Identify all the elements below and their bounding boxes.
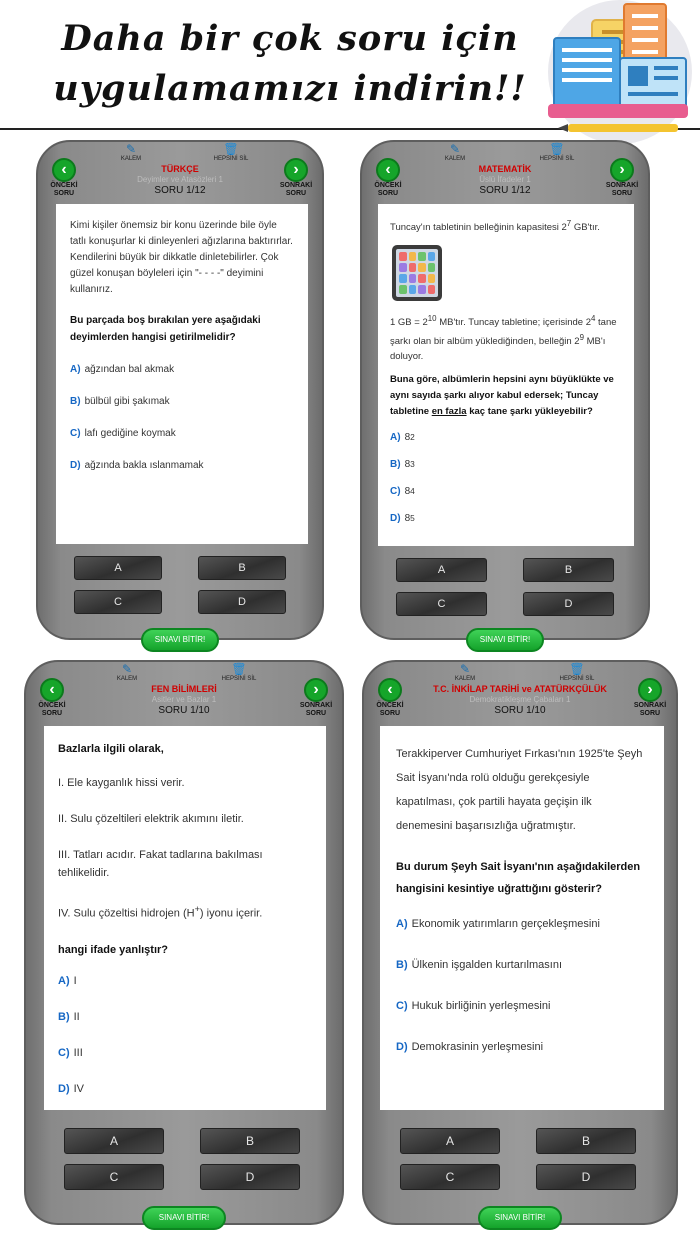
pen-tool[interactable]: [106, 142, 156, 163]
option-letter: C): [396, 1000, 408, 1012]
option-text: Ekonomik yatırımların gerçekleşmesini: [411, 918, 600, 930]
option-a[interactable]: [70, 364, 294, 396]
chevron-right-icon[interactable]: ›: [610, 158, 634, 182]
answer-d-button[interactable]: D: [523, 592, 614, 616]
chevron-right-icon[interactable]: ›: [638, 678, 662, 702]
answer-a-button[interactable]: A: [400, 1128, 500, 1154]
option-letter: B): [70, 396, 81, 407]
answer-b-button[interactable]: B: [536, 1128, 636, 1154]
option-text: IV: [73, 1082, 85, 1095]
answer-a-button[interactable]: A: [64, 1128, 164, 1154]
finish-exam-button[interactable]: SINAVI BİTİR!: [466, 628, 544, 652]
quiz-header: [364, 662, 676, 722]
option-exponent: 3: [410, 459, 415, 470]
option-letter: D): [390, 513, 401, 525]
answer-d-button[interactable]: D: [536, 1164, 636, 1190]
option-text: lafı gediğine koymak: [84, 428, 176, 439]
question-stem: hangi ifade yanlıştır?: [58, 943, 169, 956]
question-passage-1: [390, 216, 622, 235]
option-d[interactable]: [396, 1041, 648, 1082]
option-c[interactable]: [390, 486, 622, 513]
statement-3: III. Tatları acıdır. Fakat tadlarına bakılması tehlikelidir.: [58, 849, 263, 879]
option-c[interactable]: [58, 1047, 312, 1083]
chevron-left-icon[interactable]: ‹: [378, 678, 402, 702]
option-text: I: [73, 974, 77, 987]
statement-4: [58, 900, 312, 923]
answer-a-button[interactable]: A: [396, 558, 487, 582]
topic-title: Deyimler ve Atasözleri 1: [137, 175, 223, 184]
option-a[interactable]: [396, 918, 648, 959]
pen-tool[interactable]: [440, 662, 490, 683]
option-base: 8: [404, 513, 411, 525]
answer-c-button[interactable]: C: [400, 1164, 500, 1190]
answer-b-button[interactable]: B: [523, 558, 614, 582]
passage-text: GB'tır.: [571, 222, 600, 234]
clear-all-label: HEPSİNİ SİL: [213, 156, 249, 162]
option-letter: C): [70, 428, 81, 439]
question-passage-2: [390, 311, 622, 364]
trash-icon: 🗑: [223, 142, 239, 156]
question-stem: [390, 372, 622, 420]
exponent: 4: [590, 314, 596, 324]
question-passage: Terakkiperver Cumhuriyet Fırkası'nın 1925'te Şeyh Sait İsyanı'nda rolü olduğu gerekçesiyle kapatılması, çok partili hayata geçişin ilk denemesini başarısızlığa uğratmıştır.: [396, 748, 643, 832]
option-letter: B): [58, 1010, 70, 1023]
option-base: 8: [404, 486, 411, 498]
question-card: [56, 204, 308, 544]
option-letter: D): [58, 1082, 70, 1095]
option-d[interactable]: [390, 513, 622, 540]
phone-inkilap-tarihi: [362, 660, 678, 1225]
option-text: Hukuk birliğinin yerleşmesini: [411, 1000, 551, 1012]
stem-underline: en fazla: [431, 406, 467, 418]
option-a[interactable]: [58, 975, 312, 1011]
phone-turkce: [36, 140, 324, 644]
question-card: [378, 204, 634, 546]
option-text: ağzında bakla ıslanmamak: [84, 460, 204, 471]
pencil-icon: ✎: [121, 662, 133, 676]
option-c[interactable]: [70, 428, 294, 460]
option-c[interactable]: [396, 1000, 648, 1041]
stem-text: Buna göre, albümlerin hepsini aynı büyüklükte ve aynı sayıda şarkı alıyor kabul edersek; Tuncay tabletine: [390, 374, 614, 418]
option-letter: D): [396, 1041, 408, 1053]
passage-text: MB'ı doluyor.: [390, 336, 606, 363]
option-exponent: 5: [410, 513, 415, 524]
option-text: Demokrasinin yerleşmesini: [411, 1041, 544, 1053]
chevron-left-icon[interactable]: ‹: [40, 678, 64, 702]
pencil-icon: ✎: [449, 142, 461, 156]
answer-buttons: [400, 1128, 636, 1190]
chevron-right-icon[interactable]: ›: [284, 158, 308, 182]
option-letter: A): [70, 364, 81, 375]
quiz-header: [38, 142, 322, 202]
subject-title: TÜRKÇE: [161, 164, 199, 174]
finish-exam-button[interactable]: SINAVI BİTİR!: [142, 1206, 226, 1230]
previous-label: ÖNCEKİ SORU: [374, 182, 402, 197]
pen-label: KALEM: [120, 156, 142, 162]
superscript: +: [194, 904, 200, 914]
topic-title: Üslü İfadeler 1: [479, 175, 531, 184]
question-counter: SORU 1/12: [479, 185, 531, 196]
option-b[interactable]: [58, 1011, 312, 1047]
answer-a-button[interactable]: A: [74, 556, 162, 580]
answer-c-button[interactable]: C: [396, 592, 487, 616]
exponent: 7: [566, 219, 572, 228]
next-label: SONRAKİ SORU: [279, 182, 313, 197]
chevron-left-icon[interactable]: ‹: [376, 158, 400, 182]
question-passage: Kimi kişiler önemsiz bir konu üzerinde bile öyle tatlı konuşurlar ki dinleyenleri ağızlarına baktırırlar. Kendilerini büyük bir dikkatle dinletebilirler. Çok güzel konuşan böyleleri için "- - - -" deyimini kullanırız.: [70, 220, 293, 295]
previous-label: ÖNCEKİ SORU: [50, 182, 78, 197]
topic-title: Asitler ve Bazlar 1: [151, 695, 217, 704]
question-card: [44, 726, 326, 1110]
option-letter: B): [390, 459, 401, 471]
question-stem: Bu durum Şeyh Sait İsyanı'nın aşağıdakilerden hangisini kesintiye uğrattığını gösterir?: [396, 861, 641, 895]
answer-d-button[interactable]: D: [200, 1164, 300, 1190]
passage-text: Tuncay'ın tabletinin belleğinin kapasitesi 2: [390, 222, 567, 234]
clear-all-tool[interactable]: [552, 662, 602, 683]
option-letter: A): [390, 432, 401, 444]
clear-all-label: HEPSİNİ SİL: [559, 676, 595, 682]
option-b[interactable]: [70, 396, 294, 428]
clear-all-label: HEPSİNİ SİL: [539, 156, 575, 162]
statement-text: ) iyonu içerir.: [199, 907, 263, 920]
pencil-icon: ✎: [125, 142, 137, 156]
option-text: II: [73, 1010, 80, 1023]
pencil-icon: ✎: [459, 662, 471, 676]
option-text: Ülkenin işgalden kurtarılmasını: [411, 959, 563, 971]
passage-text: tane şarkı olan bir albüm yüklediğinden, belleğin 2: [390, 317, 617, 348]
statement-text: IV. Sulu çözeltisi hidrojen (H: [58, 907, 195, 920]
option-letter: A): [396, 918, 408, 930]
banner-line-2: uygulamamızı indirin!!: [53, 68, 527, 109]
question-intro: Bazlarla ilgili olarak,: [58, 743, 164, 755]
book-notes-icon: [540, 0, 700, 145]
option-text: bülbül gibi şakımak: [84, 396, 170, 407]
answer-b-button[interactable]: B: [198, 556, 286, 580]
option-base: 8: [404, 432, 411, 444]
quiz-header: [362, 142, 648, 202]
option-letter: D): [70, 460, 81, 471]
subject-title: MATEMATİK: [478, 164, 532, 174]
question-stem: Bu parçada boş bırakılan yere aşağıdaki deyimlerden hangisi getirilmelidir?: [70, 315, 261, 343]
exponent: 9: [579, 333, 584, 343]
trash-icon: 🗑: [569, 662, 585, 676]
answer-c-button[interactable]: C: [74, 590, 162, 614]
option-base: 8: [404, 459, 411, 471]
chevron-left-icon[interactable]: ‹: [52, 158, 76, 182]
option-exponent: 4: [410, 486, 415, 497]
next-label: SONRAKİ SORU: [633, 702, 667, 717]
answer-buttons: [74, 556, 286, 614]
question-card: [380, 726, 664, 1110]
next-label: SONRAKİ SORU: [299, 702, 333, 717]
tablet-image: [392, 245, 442, 301]
subject-title: FEN BİLİMLERİ: [151, 684, 217, 694]
option-a[interactable]: [390, 432, 622, 459]
trash-icon: 🗑: [231, 662, 247, 676]
clear-all-tool[interactable]: [532, 142, 582, 163]
exponent: 10: [427, 314, 437, 324]
quiz-header: [26, 662, 342, 722]
option-letter: C): [390, 486, 401, 498]
clear-all-tool[interactable]: [214, 662, 264, 683]
answer-buttons: [64, 1128, 300, 1190]
option-text: ağzından bal akmak: [84, 364, 175, 375]
answer-d-button[interactable]: D: [198, 590, 286, 614]
finish-exam-button[interactable]: SINAVI BİTİR!: [478, 1206, 562, 1230]
stem-text: kaç tane şarkı yükleyebilir?: [466, 406, 593, 418]
option-letter: C): [58, 1046, 70, 1059]
pen-label: KALEM: [454, 676, 476, 682]
answer-b-button[interactable]: B: [200, 1128, 300, 1154]
answer-buttons: [396, 558, 614, 616]
pen-tool[interactable]: [102, 662, 152, 683]
clear-all-label: HEPSİNİ SİL: [221, 676, 257, 682]
pen-tool[interactable]: [430, 142, 480, 163]
trash-icon: 🗑: [549, 142, 565, 156]
statement-1: I. Ele kayganlık hissi verir.: [58, 777, 185, 789]
question-counter: SORU 1/10: [494, 705, 546, 716]
pen-label: KALEM: [116, 676, 138, 682]
phone-matematik: [360, 140, 650, 644]
option-d[interactable]: [70, 460, 294, 492]
banner-title: [20, 14, 560, 114]
answer-c-button[interactable]: C: [64, 1164, 164, 1190]
question-counter: SORU 1/12: [154, 185, 206, 196]
passage-text: MB'tır. Tuncay tabletine; içerisinde 2: [436, 317, 591, 329]
subject-title: T.C. İNKİLAP TARİHİ ve ATATÜRKÇÜLÜK: [433, 684, 607, 694]
option-exponent: 2: [410, 432, 415, 443]
question-counter: SORU 1/10: [158, 705, 210, 716]
option-letter: B): [396, 959, 408, 971]
phone-fen-bilimleri: [24, 660, 344, 1225]
previous-label: ÖNCEKİ SORU: [38, 702, 66, 717]
banner-line-1: Daha bir çok soru için: [61, 18, 519, 59]
option-text: III: [73, 1046, 83, 1059]
finish-exam-button[interactable]: SINAVI BİTİR!: [141, 628, 219, 652]
option-b[interactable]: [390, 459, 622, 486]
pen-label: KALEM: [444, 156, 466, 162]
chevron-right-icon[interactable]: ›: [304, 678, 328, 702]
clear-all-tool[interactable]: [206, 142, 256, 163]
previous-label: ÖNCEKİ SORU: [376, 702, 404, 717]
option-d[interactable]: [58, 1083, 312, 1119]
next-label: SONRAKİ SORU: [605, 182, 639, 197]
statement-2: II. Sulu çözeltileri elektrik akımını iletir.: [58, 813, 244, 825]
option-b[interactable]: [396, 959, 648, 1000]
passage-text: 1 GB = 2: [390, 317, 428, 329]
option-letter: A): [58, 974, 70, 987]
promo-banner: [0, 0, 700, 130]
topic-title: Demokratikleşme Çabaları 1: [469, 695, 571, 704]
